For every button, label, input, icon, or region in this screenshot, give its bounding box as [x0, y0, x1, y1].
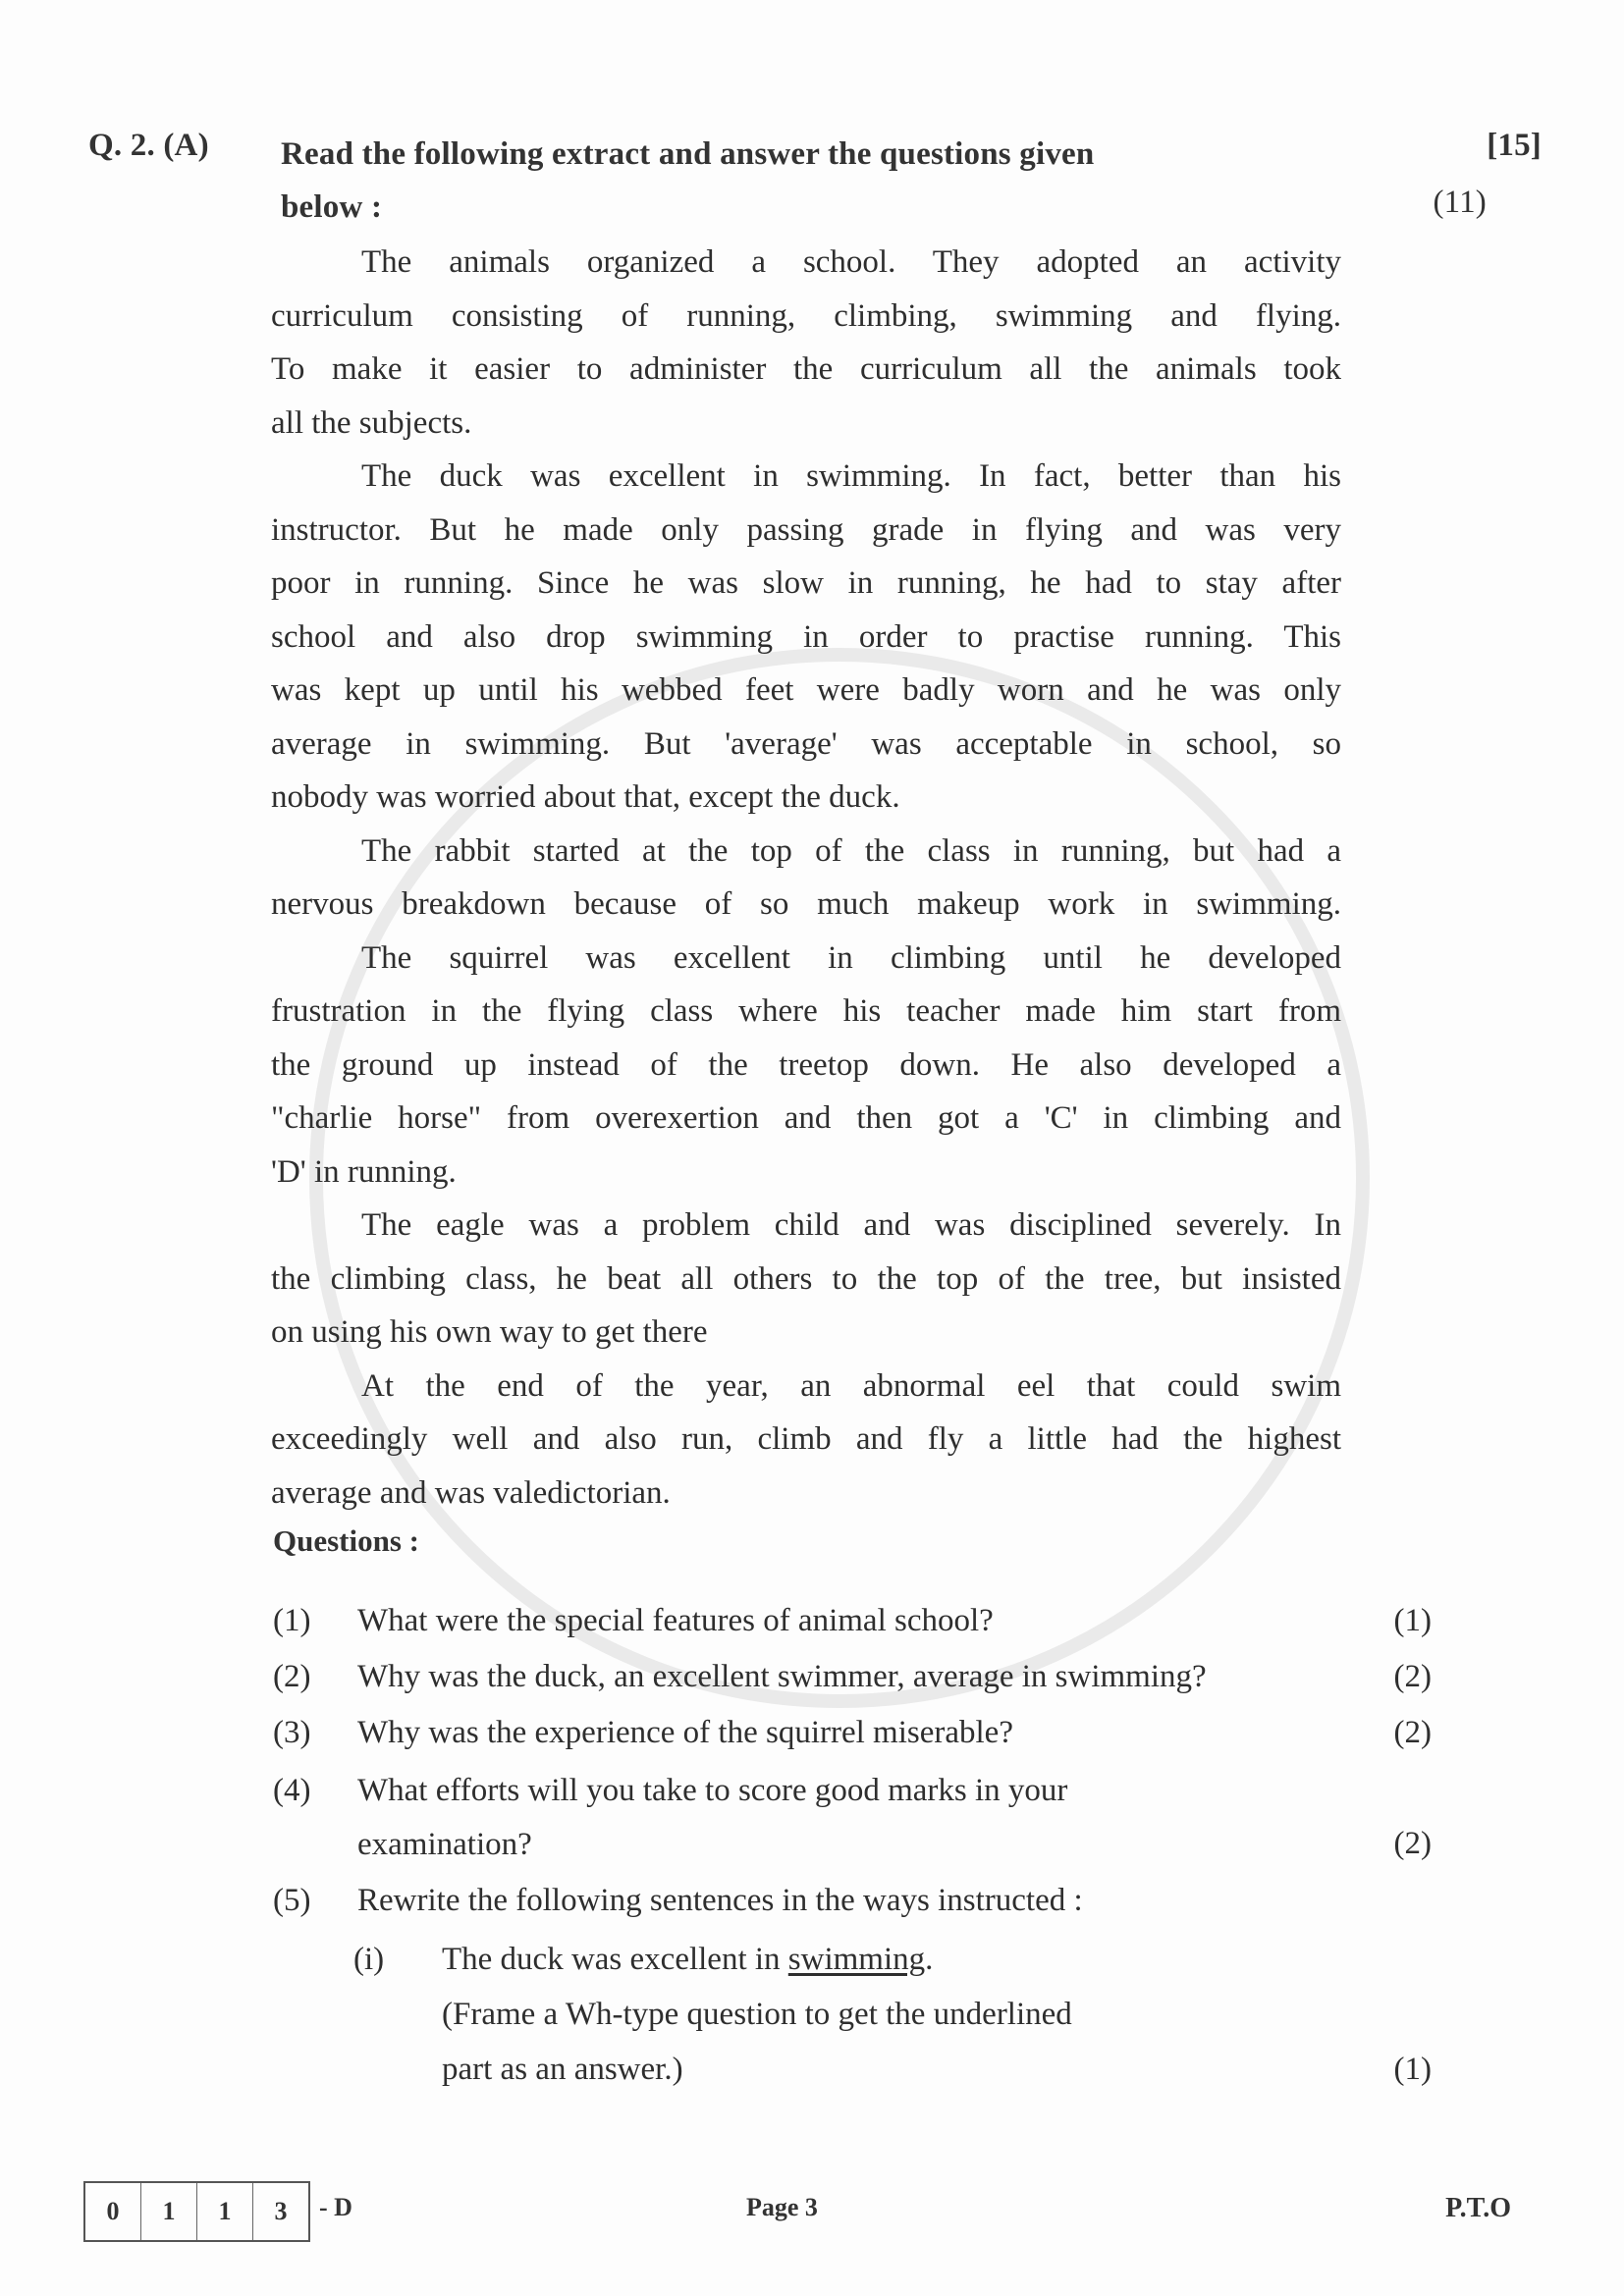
question-item-line: What efforts will you take to score good marks in your	[357, 1773, 1068, 1808]
passage-line: "charlie horse" from overexertion and then got a 'C' in climbing and	[271, 1100, 1341, 1136]
question-item-text: What were the special features of animal school?	[357, 1603, 994, 1638]
page-number: Page 3	[746, 2193, 818, 2221]
question-item	[273, 1764, 1432, 1874]
passage-paragraph	[271, 1199, 1341, 1360]
question-item-marks: (2)	[1393, 1659, 1432, 1694]
passage-line: frustration in the flying class where his teacher made him start from	[271, 993, 1341, 1029]
instruction-line: below :	[281, 189, 383, 225]
question-item-marks: (2)	[1393, 1826, 1432, 1861]
reading-passage	[271, 236, 1341, 1520]
passage-paragraph	[271, 236, 1341, 450]
page-footer	[83, 2181, 1537, 2240]
code-digit: 1	[141, 2183, 197, 2240]
passage-line: school and also drop swimming in order to practise running. This	[271, 618, 1341, 655]
passage-paragraph	[271, 932, 1341, 1200]
question-item-number: (4)	[273, 1773, 311, 1808]
passage-line: nobody was worried about that, except the duck.	[271, 779, 900, 815]
passage-line: nervous breakdown because of so much makeup work in swimming.	[271, 886, 1341, 922]
question-item-marks: (2)	[1393, 1715, 1432, 1750]
passage-line: average in swimming. But 'average' was acceptable in school, so	[271, 725, 1341, 762]
passage-line: The rabbit started at the top of the class in running, but had a	[361, 832, 1341, 869]
paper-code-suffix: - D	[319, 2193, 352, 2221]
question-item-marks: (1)	[1393, 1603, 1432, 1638]
passage-line: curriculum consisting of running, climbing, swimming and flying.	[271, 297, 1341, 334]
passage-line: At the end of the year, an abnormal eel that could swim	[361, 1367, 1341, 1404]
sub-item-number: (i)	[353, 1942, 385, 1977]
question-item-text	[357, 1764, 1339, 1871]
question-item-number: (2)	[273, 1659, 311, 1694]
question-instruction	[281, 128, 1361, 234]
sub-item-instruction-line: part as an answer.)	[442, 2052, 683, 2087]
passage-line: the ground up instead of the treetop down. He also developed a	[271, 1046, 1341, 1083]
passage-line: the climbing class, he beat all others to the top of the tree, but insisted	[271, 1260, 1341, 1297]
passage-line: To make it easier to administer the curriculum all the animals took	[271, 351, 1341, 387]
question-item-line: examination?	[357, 1826, 532, 1862]
sentence-suffix: .	[925, 1942, 934, 1977]
sub-item-marks: (1)	[1393, 2052, 1432, 2087]
question-item-text: Rewrite the following sentences in the ways instructed :	[357, 1883, 1083, 1918]
question-item-number: (3)	[273, 1715, 311, 1750]
sub-item-text	[442, 1932, 1247, 2097]
question-item-text: Why was the experience of the squirrel miserable?	[357, 1715, 1013, 1750]
question-sub-item	[353, 1932, 1432, 2099]
instruction-line: Read the following extract and answer the questions given	[281, 136, 1095, 172]
question-item-text: Why was the duck, an excellent swimmer, average in swimming?	[357, 1659, 1207, 1694]
section-marks: (11)	[1433, 185, 1487, 220]
question-number: Q. 2. (A)	[88, 128, 209, 163]
question-item-number: (1)	[273, 1603, 311, 1638]
code-digit: 1	[197, 2183, 253, 2240]
paper-code-box	[83, 2181, 310, 2242]
code-digit: 3	[274, 2197, 288, 2225]
question-item-number: (5)	[273, 1883, 311, 1918]
passage-line: The squirrel was excellent in climbing until he developed	[361, 939, 1341, 976]
passage-line: on using his own way to get there	[271, 1314, 708, 1350]
total-marks: [15]	[1487, 128, 1542, 163]
code-digit: 0	[85, 2183, 141, 2240]
passage-paragraph	[271, 1360, 1341, 1521]
underlined-word: swimming	[787, 1942, 926, 1977]
sub-item-sentence	[442, 1932, 1247, 1987]
passage-line: all the subjects.	[271, 404, 472, 441]
passage-line: The animals organized a school. They adopted an activity	[361, 244, 1341, 280]
sentence-prefix: The duck was excellent in	[442, 1942, 788, 1977]
passage-line: The eagle was a problem child and was disciplined severely. In	[361, 1207, 1341, 1243]
passage-line: average and was valedictorian.	[271, 1474, 671, 1511]
sub-item-instruction-line: (Frame a Wh-type question to get the underlined	[442, 1997, 1072, 2032]
passage-line: exceedingly well and also run, climb and fly a little had the highest	[271, 1421, 1341, 1457]
passage-paragraph	[271, 450, 1341, 825]
passage-line: was kept up until his webbed feet were badly worn and he was only	[271, 672, 1341, 708]
passage-paragraph	[271, 825, 1341, 932]
pto-label: P.T.O	[1445, 2193, 1511, 2223]
passage-line: poor in running. Since he was slow in running, he had to stay after	[271, 565, 1341, 601]
questions-heading: Questions :	[273, 1523, 419, 1558]
passage-line: 'D' in running.	[271, 1153, 457, 1190]
passage-line: The duck was excellent in swimming. In fact, better than his	[361, 458, 1341, 494]
passage-line: instructor. But he made only passing grade in flying and was very	[271, 511, 1341, 548]
